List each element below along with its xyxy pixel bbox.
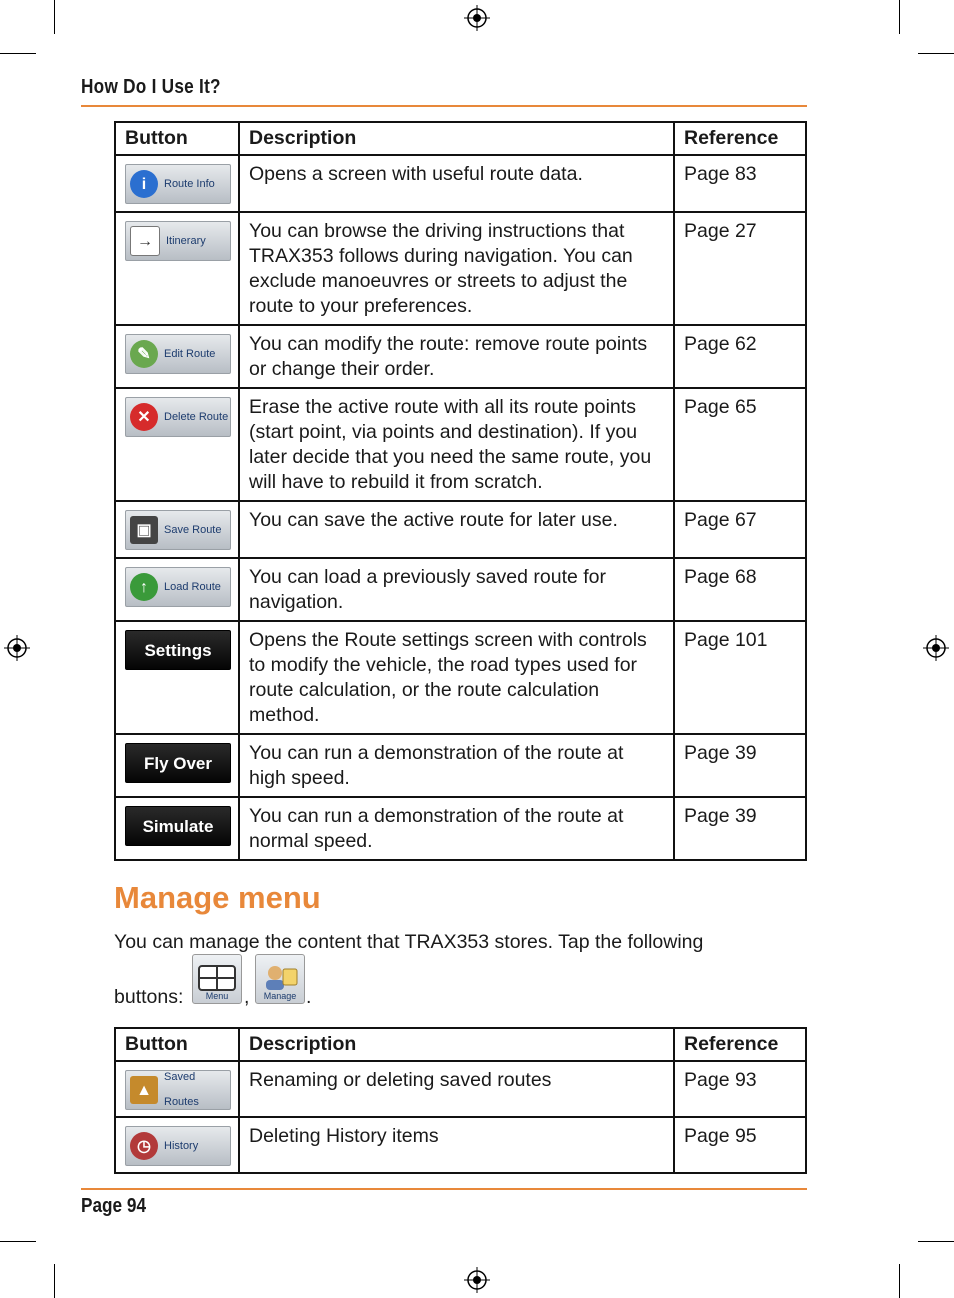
footer-rule <box>81 1188 807 1190</box>
load-route-icon: ↑ <box>130 573 158 601</box>
reference-cell: Page 27 <box>674 212 806 325</box>
description-cell: Renaming or deleting saved routes <box>239 1061 674 1117</box>
saved-routes-button[interactable] <box>125 1070 231 1110</box>
manage-icon <box>261 963 299 991</box>
reference-cell: Page 39 <box>674 734 806 797</box>
menu-button[interactable] <box>192 954 242 1004</box>
reference-cell: Page 95 <box>674 1117 806 1173</box>
button-label: Load Route <box>164 580 221 593</box>
save-route-button[interactable] <box>125 510 231 550</box>
page-number: Page 94 <box>81 1195 147 1217</box>
registration-mark-icon <box>464 1267 490 1293</box>
reference-cell: Page 67 <box>674 501 806 558</box>
table-row <box>115 797 806 860</box>
table-header-row <box>115 1028 806 1061</box>
column-header-reference: Reference <box>674 122 806 155</box>
button-cell <box>115 212 239 325</box>
button-label: Save Route <box>164 523 222 536</box>
reference-cell: Page 68 <box>674 558 806 621</box>
table-row <box>115 558 806 621</box>
saved-routes-icon: ▲ <box>130 1076 158 1104</box>
table-row <box>115 1061 806 1117</box>
crop-mark <box>918 53 954 54</box>
table-row <box>115 212 806 325</box>
crop-mark <box>0 1241 36 1242</box>
registration-mark-icon <box>923 635 949 661</box>
crop-mark <box>54 0 55 34</box>
reference-cell: Page 65 <box>674 388 806 501</box>
load-route-button[interactable] <box>125 567 231 607</box>
floppy-disk-icon: ▣ <box>130 516 158 544</box>
description-cell: Opens the Route settings screen with controls to modify the vehicle, the road types used for route calculation, or the route calculation method. <box>239 621 674 734</box>
column-header-description: Description <box>239 1028 674 1061</box>
route-info-button[interactable] <box>125 164 231 204</box>
description-cell: You can save the active route for later use. <box>239 501 674 558</box>
manage-button[interactable] <box>255 954 305 1004</box>
manage-intro: You can manage the content that TRAX353 stores. Tap the following <box>114 931 704 953</box>
reference-cell: Page 83 <box>674 155 806 212</box>
delete-route-button[interactable] <box>125 397 231 437</box>
description-cell: You can browse the driving instructions that TRAX353 follows during navigation. You can exclude manoeuvres or streets to adjust the route to your preferences. <box>239 212 674 325</box>
description-cell: You can run a demonstration of the route at normal speed. <box>239 797 674 860</box>
button-label: Edit Route <box>164 347 216 360</box>
itinerary-icon: → <box>130 226 160 256</box>
button-cell <box>115 501 239 558</box>
table-row <box>115 501 806 558</box>
reference-cell: Page 39 <box>674 797 806 860</box>
button-label: Itinerary <box>166 234 206 247</box>
settings-button[interactable]: Settings <box>125 630 231 670</box>
crop-mark <box>899 0 900 34</box>
buttons-prefix: buttons: <box>114 986 184 1008</box>
crop-mark <box>0 53 36 54</box>
registration-mark-icon <box>464 5 490 31</box>
edit-route-button[interactable] <box>125 334 231 374</box>
crop-mark <box>899 1264 900 1298</box>
button-cell <box>115 1061 239 1117</box>
itinerary-button[interactable] <box>125 221 231 261</box>
button-label: Saved Routes <box>164 1071 199 1108</box>
edit-route-icon: ✎ <box>130 340 158 368</box>
button-cell <box>115 325 239 388</box>
description-cell: You can modify the route: remove route points or change their order. <box>239 325 674 388</box>
table-row <box>115 325 806 388</box>
page-header-title: How Do I Use It? <box>81 76 221 98</box>
description-cell: You can run a demonstration of the route at high speed. <box>239 734 674 797</box>
button-label: Route Info <box>164 177 215 190</box>
table-row <box>115 734 806 797</box>
button-cell <box>115 797 239 860</box>
manage-buttons-table <box>114 1027 807 1174</box>
button-cell <box>115 558 239 621</box>
button-cell <box>115 734 239 797</box>
description-cell: You can load a previously saved route for navigation. <box>239 558 674 621</box>
history-button[interactable] <box>125 1126 231 1166</box>
fly-over-button[interactable]: Fly Over <box>125 743 231 783</box>
table-row <box>115 388 806 501</box>
button-cell <box>115 155 239 212</box>
column-header-description: Description <box>239 122 674 155</box>
period: . <box>306 986 312 1008</box>
comma: , <box>244 986 250 1008</box>
header-rule <box>81 105 807 107</box>
description-cell: Erase the active route with all its route points (start point, via points and destination). If you later decide that you need the same route, you will have to rebuild it from scratch. <box>239 388 674 501</box>
button-cell <box>115 388 239 501</box>
table-row <box>115 621 806 734</box>
menu-button-label: Menu <box>205 991 229 1001</box>
simulate-button[interactable]: Simulate <box>125 806 231 846</box>
table-row <box>115 155 806 212</box>
button-label: Delete Route <box>164 410 229 423</box>
description-cell: Deleting History items <box>239 1117 674 1173</box>
button-cell <box>115 1117 239 1173</box>
column-header-reference: Reference <box>674 1028 806 1061</box>
manage-button-label: Manage <box>263 991 297 1001</box>
crop-mark <box>918 1241 954 1242</box>
registration-mark-icon <box>4 635 30 661</box>
crop-mark <box>54 1264 55 1298</box>
table-row <box>115 1117 806 1173</box>
reference-cell: Page 62 <box>674 325 806 388</box>
info-icon: i <box>130 170 158 198</box>
table-header-row <box>115 122 806 155</box>
route-buttons-table <box>114 121 807 861</box>
button-cell <box>115 621 239 734</box>
menu-grid-icon <box>198 965 236 991</box>
reference-cell: Page 101 <box>674 621 806 734</box>
history-icon: ◷ <box>130 1132 158 1160</box>
section-title: Manage menu <box>114 880 321 915</box>
reference-cell: Page 93 <box>674 1061 806 1117</box>
button-label: History <box>164 1139 199 1152</box>
delete-icon: ✕ <box>130 403 158 431</box>
column-header-button: Button <box>115 1028 239 1061</box>
description-cell: Opens a screen with useful route data. <box>239 155 674 212</box>
column-header-button: Button <box>115 122 239 155</box>
